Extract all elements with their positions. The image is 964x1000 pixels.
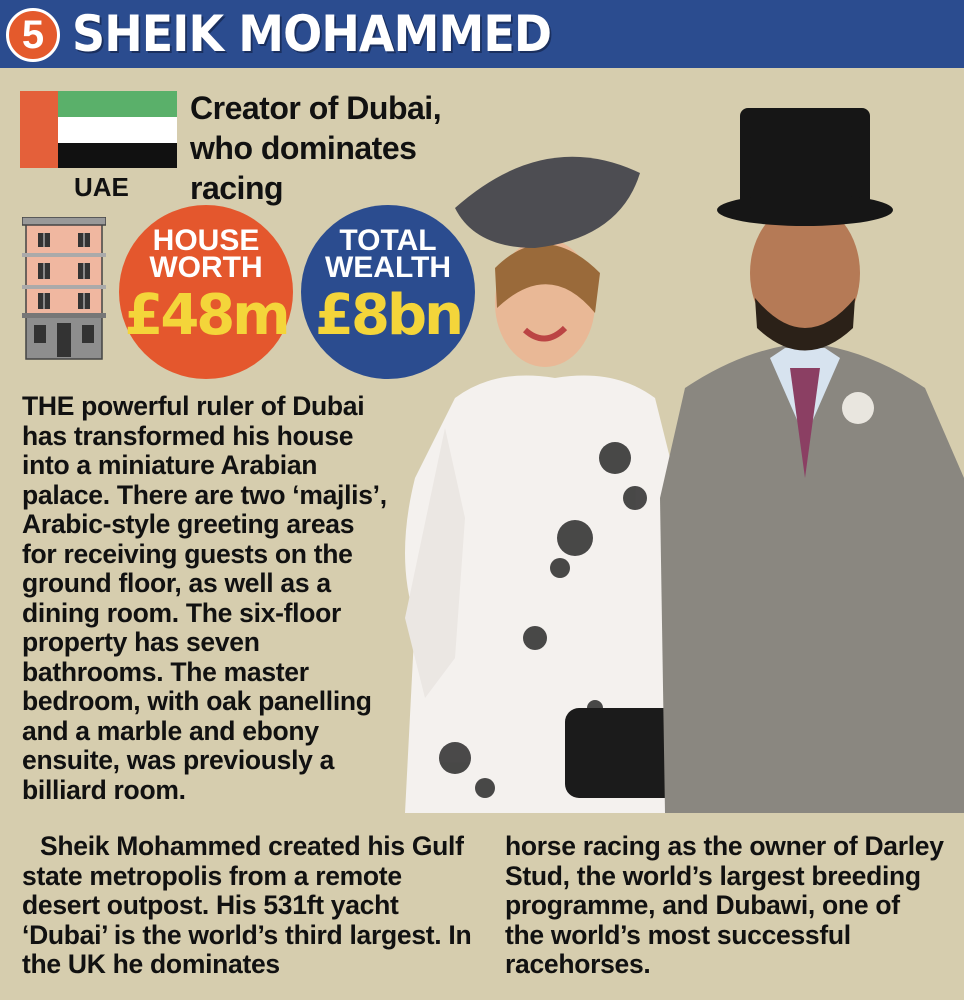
total-wealth-label-1: TOTAL	[339, 224, 437, 257]
uae-flag	[20, 91, 177, 168]
total-wealth-value: £8bn	[315, 283, 461, 348]
total-wealth-label-2: WEALTH	[324, 251, 452, 284]
page-title: SHEIK MOHAMMED	[72, 5, 552, 63]
rank-badge: 5	[6, 8, 60, 62]
subtitle: Creator of Dubai, who dominates racing	[190, 90, 442, 206]
house-worth-label-2: WORTH	[149, 251, 263, 284]
paragraph-2-left-text: Sheik Mohammed created his Gulf state metropolis from a remote desert outpost. His 531ft yacht ‘Dubai’ is the world’s third largest. In the UK he dominates	[22, 831, 472, 979]
couple-photo	[385, 98, 964, 813]
header-bar	[0, 0, 964, 68]
paragraph-2-right-text: horse racing as the owner of Darley Stud, the world’s largest breeding programme, and Dubawi, one of the world’s most successful racehorses.	[505, 831, 944, 979]
house-worth-badge	[119, 205, 293, 379]
house-worth-label-1: HOUSE	[152, 224, 260, 257]
paragraph-1-text: THE powerful ruler of Dubai has transformed his house into a miniature Arabian palace. There are two ‘majlis’, Arabic-style greeting areas for receiving guests on the ground floor, as well as a dining room. The six-floor property has seven bathrooms. The master bedroom, with oak panelling and a marble and ebony ensuite, was previously a billiard room.	[22, 391, 387, 805]
article-column-left	[22, 832, 482, 980]
house-icon	[22, 217, 106, 361]
article-paragraph-1	[22, 392, 392, 805]
article-column-right	[505, 832, 945, 980]
house-worth-value: £48m	[124, 283, 288, 348]
country-label: UAE	[74, 172, 129, 202]
